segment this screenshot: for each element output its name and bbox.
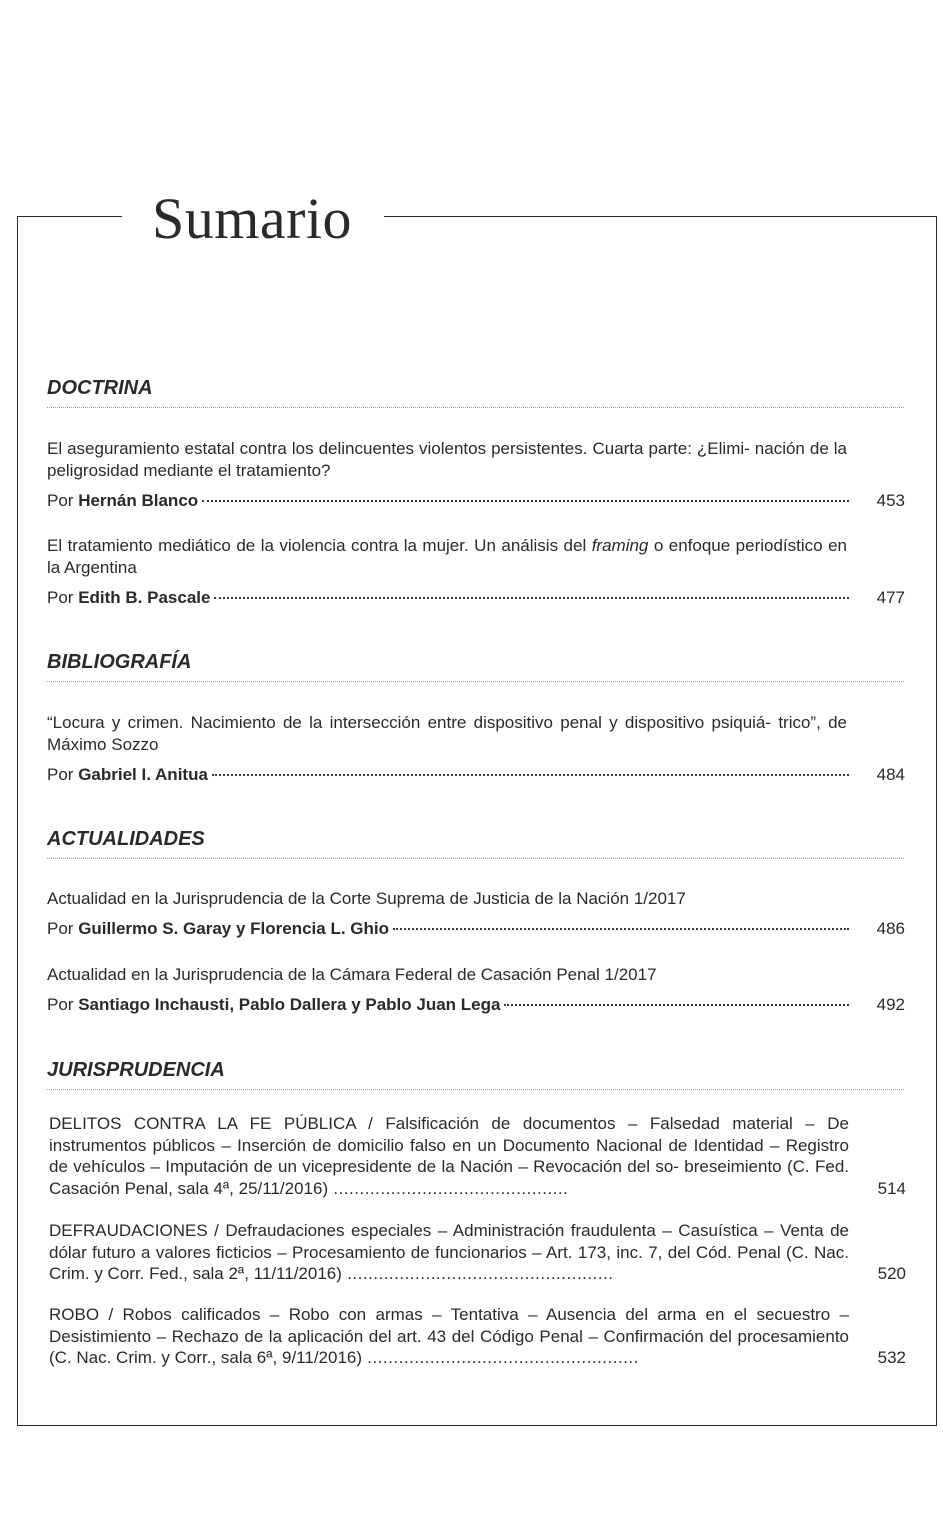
por-label: Por bbox=[47, 995, 79, 1014]
entry-text bbox=[49, 1113, 849, 1199]
toc-entry[interactable] bbox=[47, 712, 905, 786]
page-number: 484 bbox=[876, 765, 905, 784]
dot-leader: .................................................... bbox=[362, 1348, 639, 1367]
entry-title: Actualidad en la Jurisprudencia de la Cámara Federal de Casación Penal 1/2017 bbox=[47, 965, 657, 984]
entry-title-part: o enfoque periodístico en la Argentina bbox=[47, 536, 847, 577]
author-line bbox=[47, 764, 905, 786]
section-heading-doctrina: DOCTRINA bbox=[47, 376, 904, 408]
page-number: 486 bbox=[876, 919, 905, 938]
toc-entry[interactable] bbox=[47, 964, 905, 1016]
entry-title: El aseguramiento estatal contra los delincuentes violentos persistentes. Cuarta parte: ¿Elimi- nación de la peligrosidad mediante el tratamiento? bbox=[47, 439, 847, 480]
page-number: 514 bbox=[877, 1178, 906, 1198]
author-names: Santiago Inchausti, Pablo Dallera y Pablo Juan Lega bbox=[78, 995, 501, 1014]
entry-title: DEFRAUDACIONES / Defraudaciones especiales – Administración fraudulenta – Casuística – Venta de dólar futuro a valores ficticios – Procesamiento de funcionarios – Art. 173, inc. 7, del Cód. Penal (C. Nac. Crim. y Corr. Fed., sala 2ª, 11/11/2016) bbox=[49, 1221, 849, 1283]
author-line bbox=[47, 490, 905, 512]
entry-text bbox=[49, 1220, 849, 1285]
dot-leader bbox=[212, 774, 849, 776]
dot-leader: ................................................... bbox=[341, 1264, 614, 1283]
entry-title: Actualidad en la Jurisprudencia de la Corte Suprema de Justicia de la Nación 1/2017 bbox=[47, 889, 686, 908]
author-line bbox=[47, 994, 905, 1016]
entry-title-part: El tratamiento mediático de la violencia contra la mujer. Un análisis del bbox=[47, 536, 592, 555]
page-number: 492 bbox=[876, 995, 905, 1014]
entry-title: ROBO / Robos calificados – Robo con armas – Tentativa – Ausencia del arma en el secuestro – Desistimiento – Rechazo de la aplicación del art. 43 del Código Penal – Confirmación del procesamiento (C. Nac. Crim. y Corr., sala 6ª, 9/11/2016) bbox=[49, 1305, 849, 1367]
entry-text bbox=[49, 1304, 849, 1369]
dot-leader bbox=[214, 597, 849, 599]
page-number: 520 bbox=[877, 1264, 906, 1283]
dot-leader: ............................................. bbox=[328, 1178, 569, 1198]
dot-leader bbox=[202, 500, 849, 502]
toc-entry[interactable] bbox=[47, 535, 905, 609]
section-heading-actualidades: ACTUALIDADES bbox=[47, 827, 904, 859]
dot-leader bbox=[504, 1004, 849, 1006]
por-label: Por bbox=[47, 491, 79, 510]
section-heading-bibliografia: BIBLIOGRAFÍA bbox=[47, 650, 904, 682]
page-title: Sumario bbox=[152, 186, 353, 251]
entry-title-italic: framing bbox=[591, 536, 649, 555]
page-number: 477 bbox=[876, 588, 905, 607]
por-label: Por bbox=[47, 588, 79, 607]
section-heading-jurisprudencia: JURISPRUDENCIA bbox=[47, 1058, 904, 1090]
author-names: Gabriel I. Anitua bbox=[78, 765, 208, 784]
toc-entry[interactable] bbox=[49, 1304, 906, 1369]
page-number: 453 bbox=[876, 491, 905, 510]
author-names: Edith B. Pascale bbox=[78, 588, 211, 607]
author-line bbox=[47, 918, 905, 940]
toc-entry[interactable] bbox=[49, 1113, 906, 1199]
entry-title: “Locura y crimen. Nacimiento de la intersección entre dispositivo penal y dispositivo psiquiá- trico”, de Máximo Sozzo bbox=[47, 713, 847, 754]
entry-title bbox=[47, 535, 847, 579]
toc-entry[interactable] bbox=[49, 1220, 906, 1285]
por-label: Por bbox=[47, 919, 79, 938]
toc-entry[interactable] bbox=[47, 438, 905, 512]
author-line bbox=[47, 587, 905, 609]
page-number: 532 bbox=[877, 1348, 906, 1367]
author-names: Hernán Blanco bbox=[78, 491, 199, 510]
author-names: Guillermo S. Garay y Florencia L. Ghio bbox=[78, 919, 389, 938]
toc-entry[interactable] bbox=[47, 888, 905, 940]
por-label: Por bbox=[47, 765, 79, 784]
dot-leader bbox=[393, 928, 849, 930]
entry-title: DELITOS CONTRA LA FE PÚBLICA / Falsificación de documentos – Falsedad material – De instrumentos públicos – Inserción de domicilio falso en un Documento Nacional de Identidad – Registro de vehículos – Imputación de un vicepresidente de la Nación – Revocación del so- breseimiento (C. Fed. Casación Penal, sala 4ª, 25/11/2016) bbox=[49, 1114, 849, 1198]
